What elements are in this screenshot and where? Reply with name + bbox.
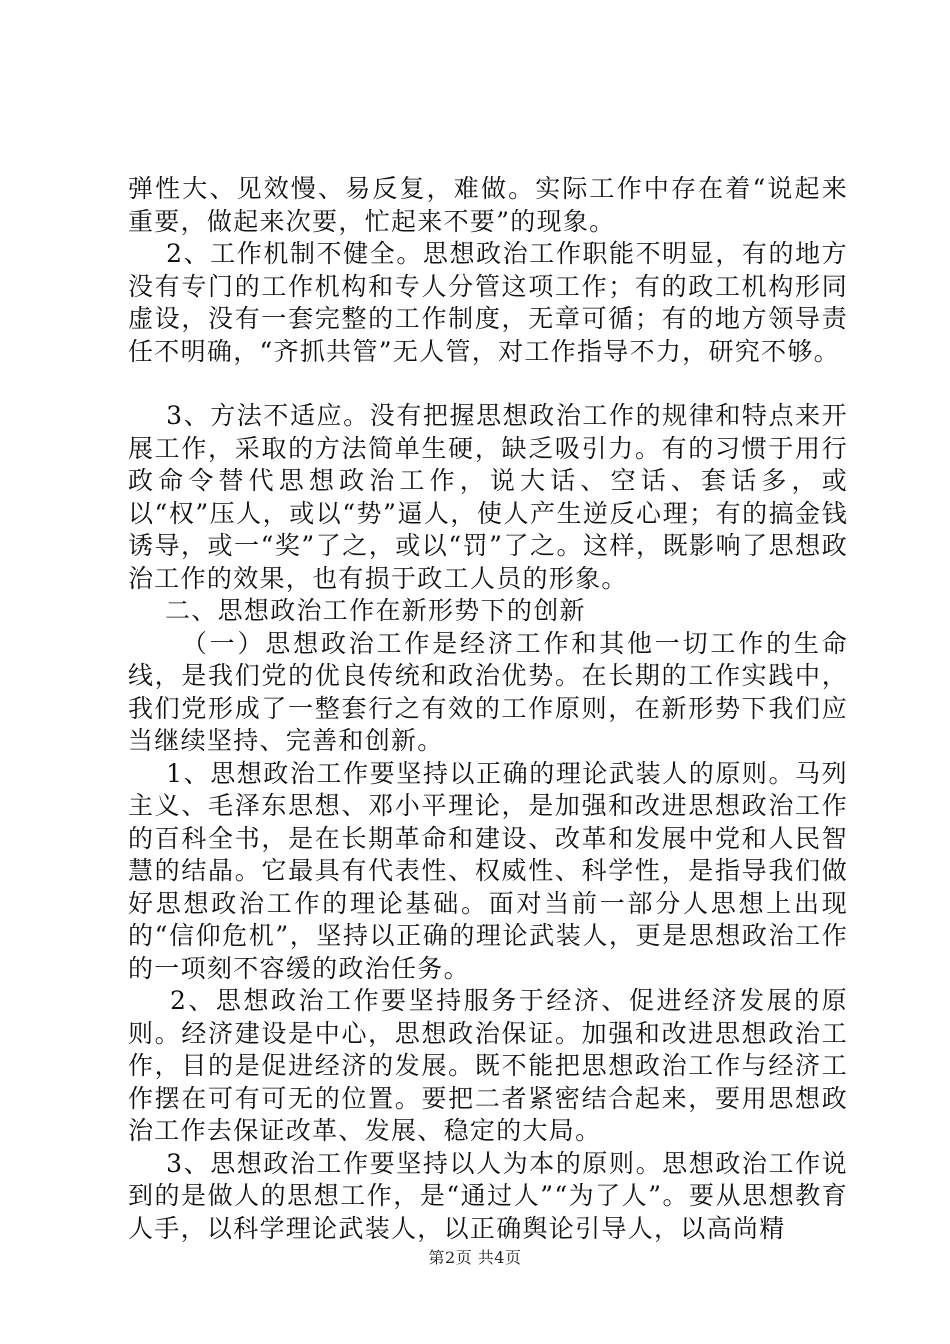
paragraph-2: 2、工作机制不健全。思想政治工作职能不明显，有的地方没有专门的工作机构和专人分管这项工作；有的政工机构形同虚设，没有一套完整的工作制度，无章可循；有的地方领导责任不明确，“齐抓共管”无人管，对工作指导不力，研究不够。 — [128, 239, 848, 366]
paragraph-6: 2、思想政治工作要坚持服务于经济、促进经济发展的原则。经济建设是中心，思想政治保证。加强和改进思想政治工作，目的是促进经济的发展。既不能把思想政治工作与经济工作摆在可有可无的位置。要把二者紧密结合起来，要用思想政治工作去保证改革、发展、稳定的大局。 — [128, 986, 848, 1145]
paragraph-7: 3、思想政治工作要坚持以人为本的原则。思想政治工作说到的是做人的思想工作，是“通过人”“为了人”。要从思想教育人手，以科学理论武装人，以正确舆论引导人，以高尚精 — [128, 1148, 848, 1243]
paragraph-1: 弹性大、见效慢、易反复，难做。实际工作中存在着“说起来重要，做起来次要，忙起来不要”的现象。 — [128, 174, 848, 236]
document-body — [128, 173, 848, 1245]
paragraph-3: 3、方法不适应。没有把握思想政治工作的规律和特点来开展工作，采取的方法简单生硬，缺乏吸引力。有的习惯于用行政命令替代思想政治工作，说大话、空话、套话多，或以“权”压人，或以“势”逼人，使人产生逆反心理；有的搞金钱诱导，或一“奖”了之，或以“罚”了之。这样，既影响了思想政治工作的效果，也有损于政工人员的形象。 — [128, 401, 848, 593]
section-heading: 二、思想政治工作在新形势下的创新 — [128, 596, 586, 625]
paragraph-4: （一）思想政治工作是经济工作和其他一切工作的生命线，是我们党的优良传统和政治优势。在长期的工作实践中，我们党形成了一整套行之有效的工作原则，在新形势下我们应当继续坚持、完善和创新。 — [128, 628, 849, 755]
paragraph-5: 1、思想政治工作要坚持以正确的理论武装人的原则。马列主义、毛泽东思想、邓小平理论，是加强和改进思想政治工作的百科全书，是在长期革命和建设、改革和发展中党和人民智慧的结晶。它最具有代表性、权威性、科学性，是指导我们做好思想政治工作的理论基础。面对当前一部分人思想上出现的“信仰危机”，坚持以正确的理论武装人，更是思想政治工作的一项刻不容缓的政治任务。 — [128, 758, 848, 983]
page-number: 第2页 共4页 — [428, 1248, 522, 1267]
